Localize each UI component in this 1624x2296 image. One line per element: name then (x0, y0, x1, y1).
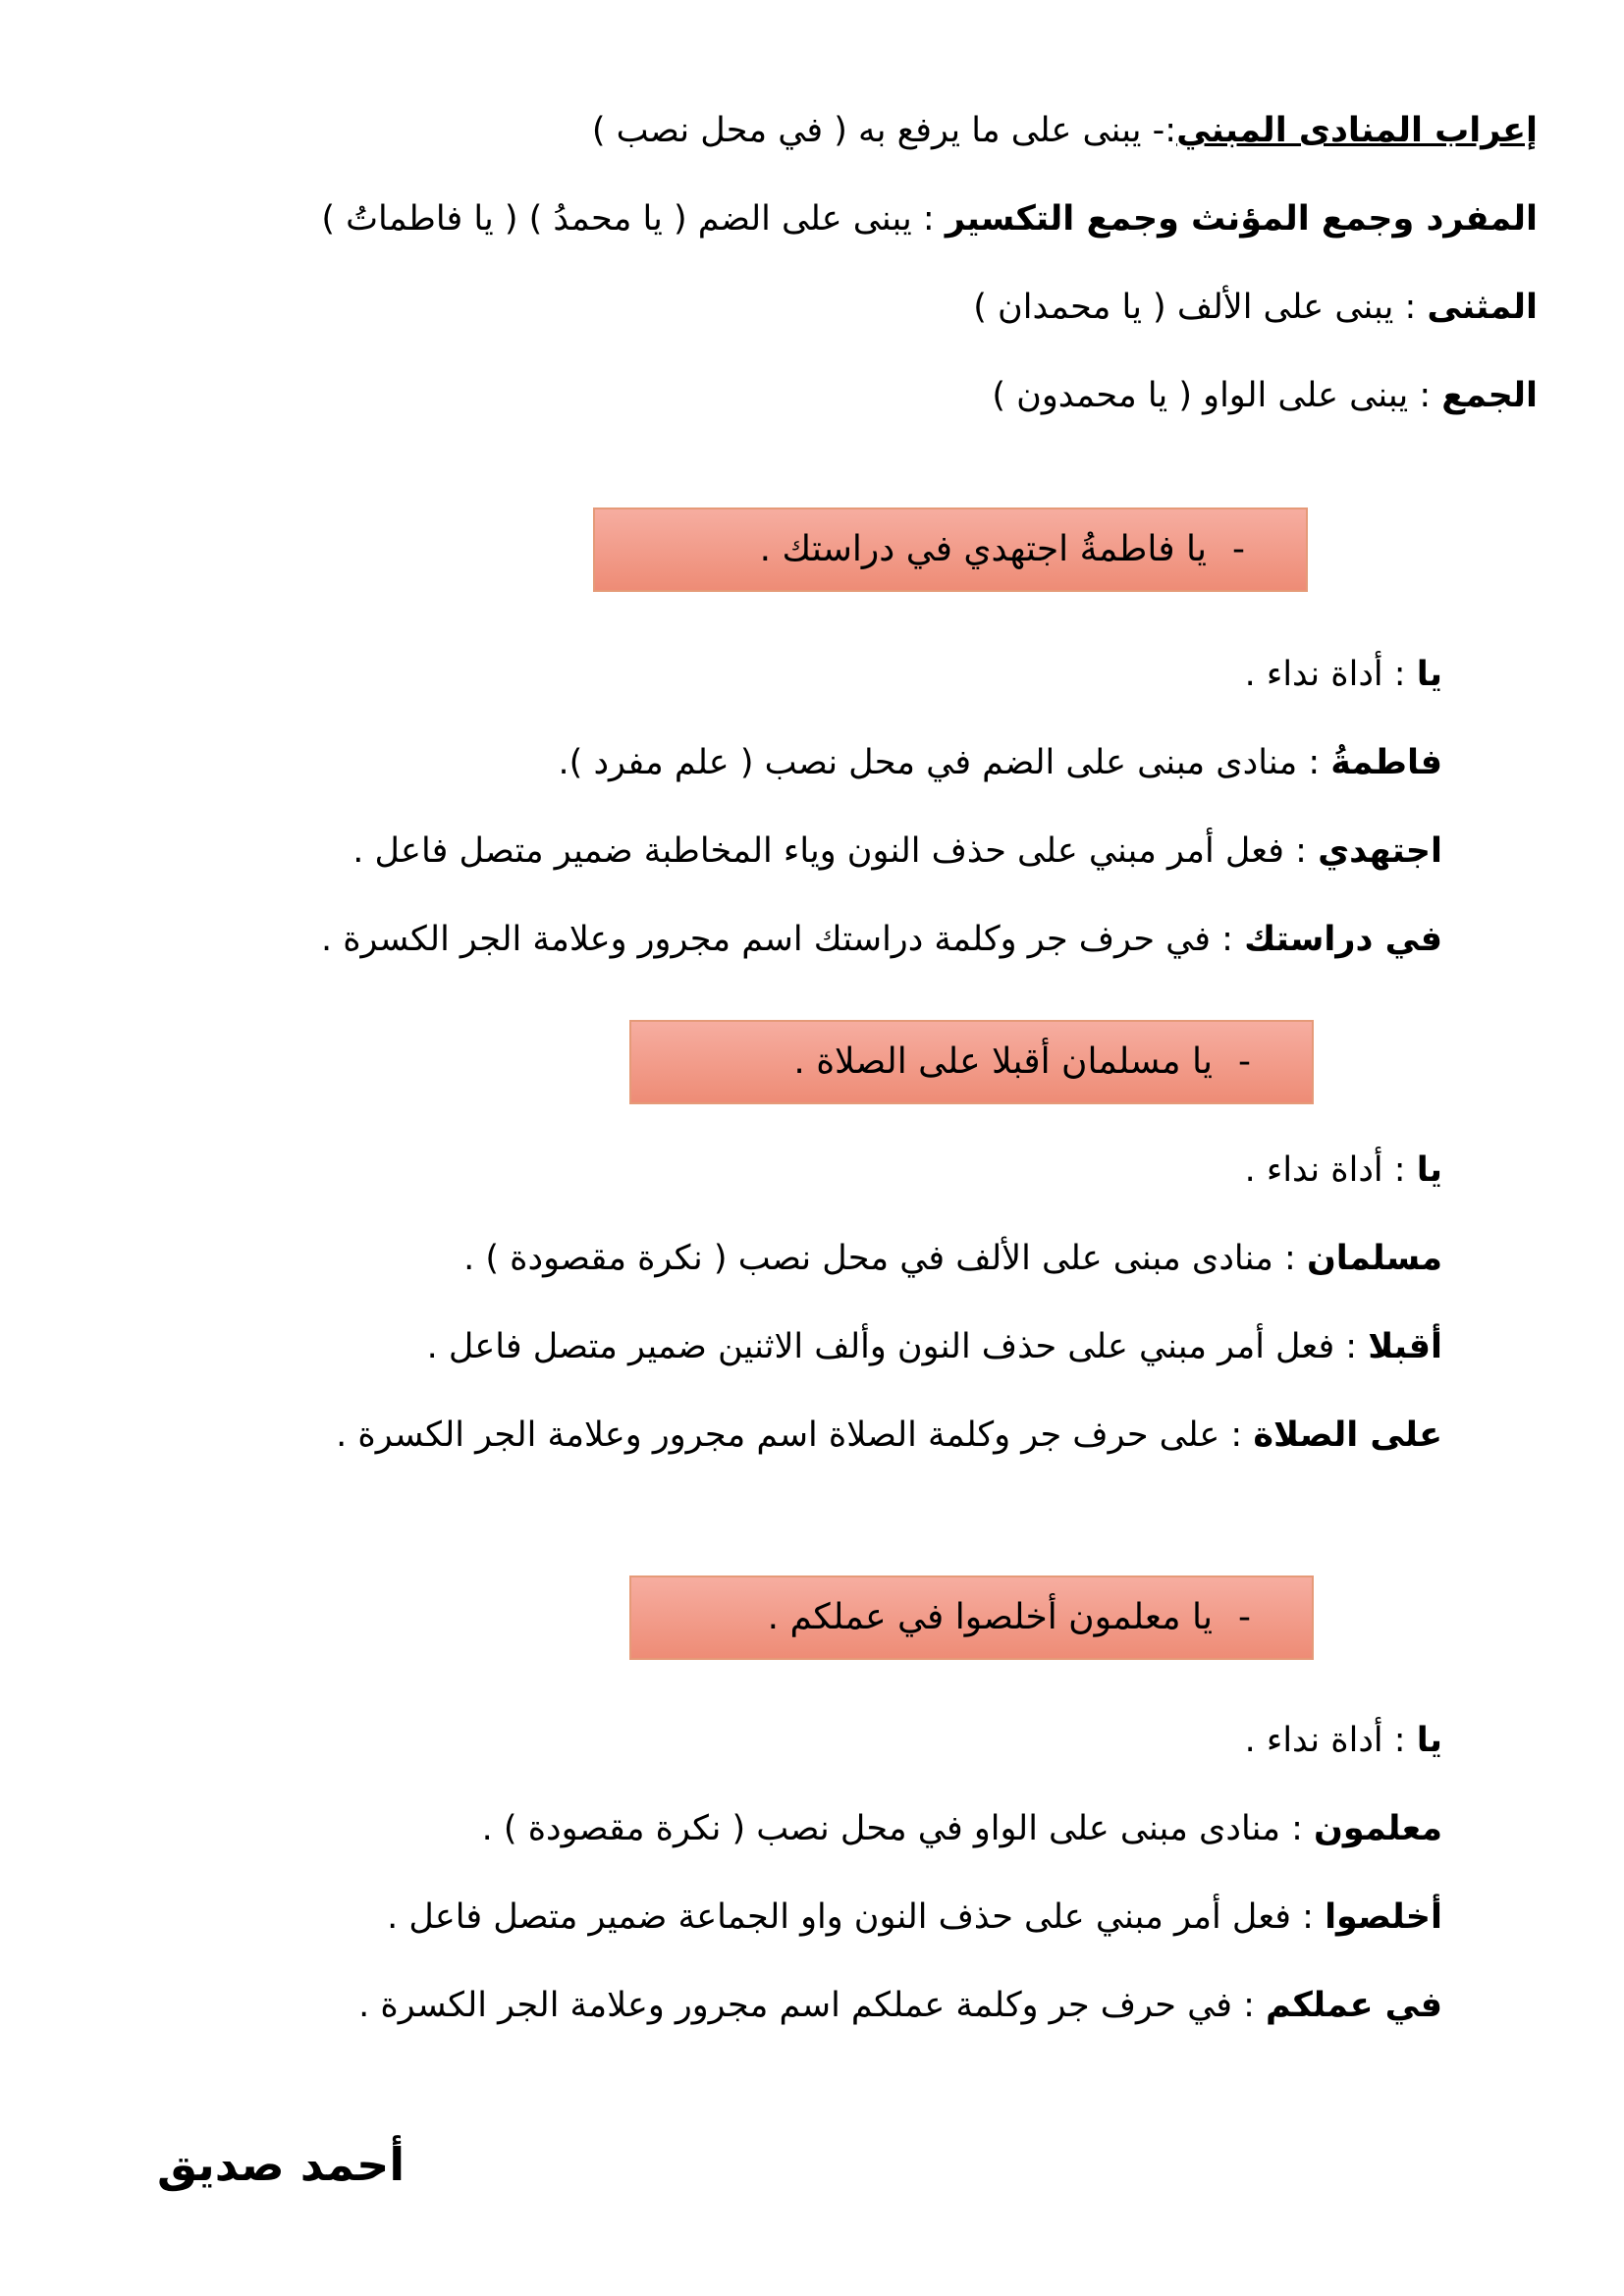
parsing-text: : أداة نداء . (1244, 1721, 1417, 1760)
rule-line (157, 194, 1538, 243)
parsing-line (157, 1146, 1442, 1195)
parsing-line (157, 650, 1442, 699)
parsed-word: فاطمةُ (1330, 743, 1442, 782)
parsed-word: في عملكم (1266, 1986, 1442, 2025)
parsed-word: اجتهدي (1318, 831, 1442, 871)
rule-text: : يبنى على الواو ( يا محمدون ) (992, 376, 1442, 415)
parsed-word: أقبلا (1368, 1327, 1442, 1366)
author-signature: أحمد صديق (157, 2138, 406, 2191)
parsing-line (157, 1411, 1442, 1460)
parsing-line (157, 1981, 1442, 2030)
parsed-word: يا (1416, 1150, 1442, 1190)
parsed-word: أخلصوا (1325, 1897, 1442, 1937)
parsing-text: : فعل أمر مبني على حذف النون وألف الاثنين ضمير متصل فاعل . (426, 1327, 1369, 1366)
intro-title-line (157, 106, 1538, 155)
example-sentence-box (629, 1575, 1314, 1660)
parsing-text: : في حرف جر وكلمة دراستك اسم مجرور وعلامة الجر الكسرة . (320, 920, 1245, 959)
parsing-line (157, 1893, 1442, 1942)
parsed-word: يا (1416, 1721, 1442, 1760)
parsing-line (157, 1234, 1442, 1283)
rule-text: : يبنى على الألف ( يا محمدان ) (973, 288, 1428, 327)
rule-term: الجمع (1441, 376, 1538, 415)
parsed-word: معلمون (1314, 1809, 1442, 1848)
parsed-word: يا (1416, 655, 1442, 694)
parsing-line (157, 915, 1442, 964)
parsing-text: : أداة نداء . (1244, 655, 1417, 694)
parsing-text: : فعل أمر مبني على حذف النون واو الجماعة ضمير متصل فاعل . (387, 1897, 1326, 1937)
rule-line (157, 371, 1538, 420)
dash-bullet: - (1238, 1597, 1251, 1637)
rule-line (157, 283, 1538, 332)
parsing-text: : منادى مبنى على الألف في محل نصب ( نكرة مقصودة ) . (463, 1239, 1307, 1278)
parsed-word: مسلمان (1306, 1239, 1442, 1278)
parsing-text: : منادى مبنى على الضم في محل نصب ( علم مفرد ). (558, 743, 1331, 782)
parsed-word: في دراستك (1244, 920, 1442, 959)
parsing-line (157, 827, 1442, 876)
intro-title-rest: :- يبنى على ما يرفع به ( في محل نصب ) (591, 111, 1177, 150)
example-sentence: يا مسلمان أقبلا على الصلاة . (793, 1041, 1213, 1082)
parsing-text: : في حرف جر وكلمة عملكم اسم مجرور وعلامة الجر الكسرة . (358, 1986, 1267, 2025)
example-sentence: يا معلمون أخلصوا في عملكم . (767, 1597, 1213, 1637)
rule-term: المثنى (1427, 288, 1538, 327)
intro-title: إعراب المنادى المبني (1176, 111, 1538, 150)
rule-text: : يبنى على الضم ( يا محمدُ ) ( يا فاطماتُ ) (321, 199, 946, 239)
parsed-word: على الصلاة (1253, 1415, 1442, 1455)
parsing-text: : فعل أمر مبني على حذف النون وياء المخاطبة ضمير متصل فاعل . (352, 831, 1319, 871)
parsing-text: : على حرف جر وكلمة الصلاة اسم مجرور وعلامة الجر الكسرة . (336, 1415, 1254, 1455)
example-sentence-box (593, 507, 1308, 592)
example-sentence-box (629, 1020, 1314, 1104)
parsing-line (157, 738, 1442, 787)
example-sentence: يا فاطمةُ اجتهدي في دراستك . (759, 529, 1207, 569)
parsing-line (157, 1716, 1442, 1765)
parsing-line (157, 1804, 1442, 1853)
rule-term: المفرد وجمع المؤنث وجمع التكسير (945, 199, 1538, 239)
parsing-line (157, 1322, 1442, 1371)
dash-bullet: - (1232, 529, 1245, 569)
parsing-text: : منادى مبنى على الواو في محل نصب ( نكرة مقصودة ) . (481, 1809, 1314, 1848)
dash-bullet: - (1238, 1041, 1251, 1082)
parsing-text: : أداة نداء . (1244, 1150, 1417, 1190)
